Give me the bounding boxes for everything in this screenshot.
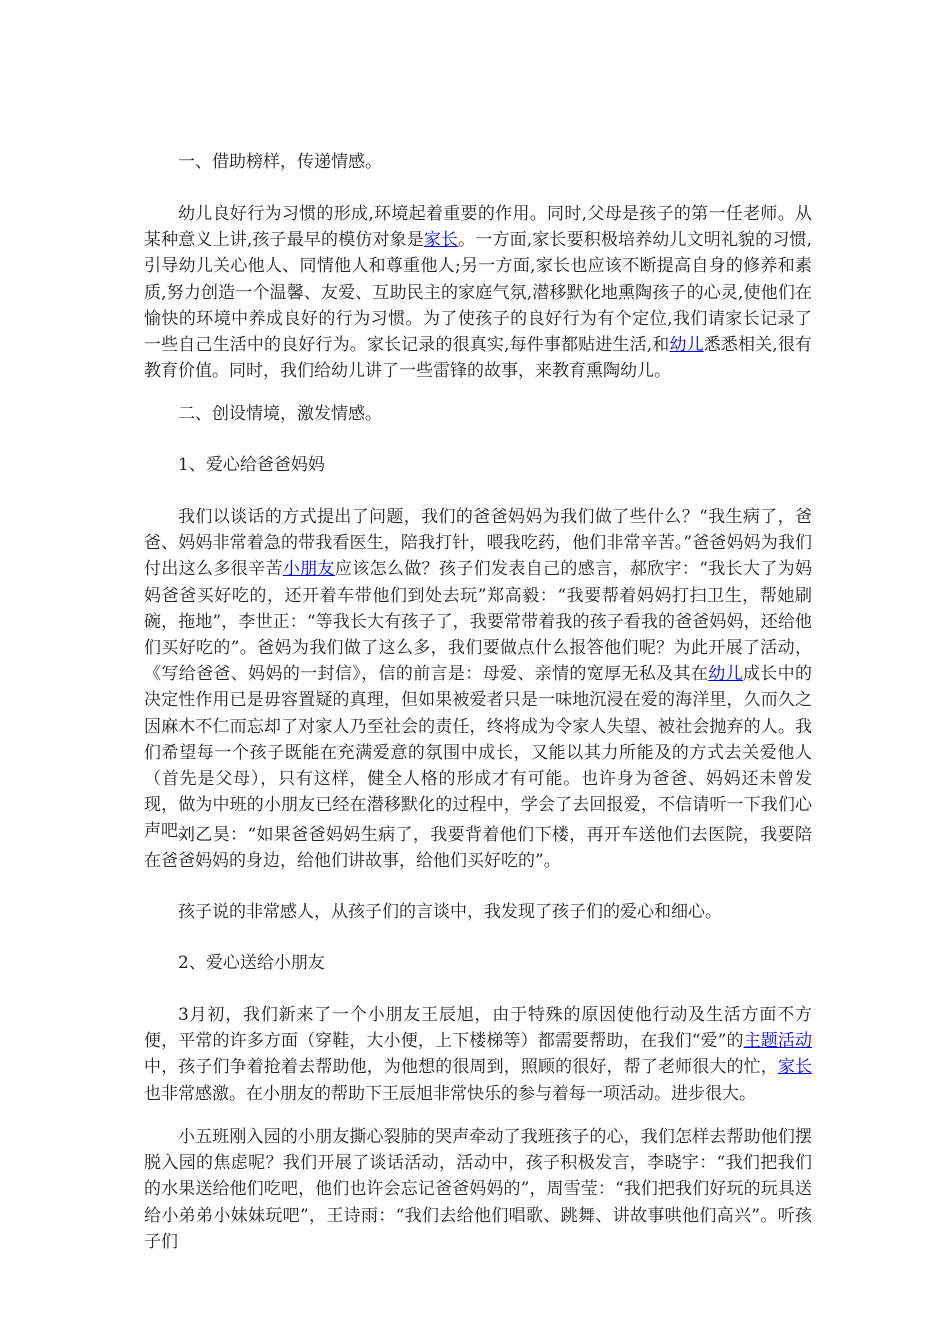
link-kids[interactable]: 小朋友: [282, 559, 335, 580]
paragraph-text: 成长中的决定性作用已是毋容置疑的真理，但如果被爱者只是一味地沉浸在爱的海洋里，久而久之因麻木不仁而忘却了对家人乃至社会的责任，终将成为令家人失望、被社会抛弃的人。我们希望每一个孩子既能在充满爱意的氛围中成长，又能以其力所能及的方式去关爱他人（首先是父母），只有这样，健全人格的形成才有可能。也许身为爸爸、妈妈还未曾发现，做为中班的小朋友已经在潜移默化的过程中，学会了去回报爱，不信请听一下我们心声吧。: [144, 664, 813, 842]
link-children[interactable]: 幼儿: [708, 664, 743, 685]
paragraph-text: 应该怎么做？孩子们发表自己的感言，郝欣宇：“我长大了为妈妈爸爸买好吃的，还开着车带他们到处去玩”郑高毅：“我要帮着妈妈打扫卫生，帮她刷碗，拖地”，李世正：“等我长大有孩子了，我要常带着我的孩子看我的爸爸妈妈，还给他们买好吃的”。爸妈为我们做了这么多，我们要做点什么报答他们呢？为此开展了活动，《写给爸爸、妈妈的一封信》，信的前言是：母爱、亲情的宽厚无私及其在: [144, 559, 813, 685]
subsection-heading-2: 2、爱心送给小朋友: [178, 953, 325, 973]
paragraph-text: 幼儿良好行为习惯的形成,环境起着重要的作用。同时,父母是孩子的第一任老师。从某种意义上讲,孩子最早的模仿对象是: [144, 204, 812, 251]
paragraph-text: 悉悉相关,很有教育价值。同时，我们给幼儿讲了一些雷锋的故事，来教育熏陶幼儿。: [144, 335, 813, 382]
paragraph-reflection: 孩子说的非常感人，从孩子们的言谈中，我发现了孩子们的爱心和细心。: [178, 902, 722, 922]
paragraph-role-model: [144, 201, 812, 384]
link-theme-activity[interactable]: 主题活动: [743, 1031, 812, 1052]
link-children[interactable]: 幼儿: [669, 335, 704, 356]
paragraph-text: 也非常感激。在小朋友的帮助下王辰旭非常快乐的参与着每一项活动。进步很大。: [144, 1083, 756, 1104]
paragraph-text: 中，孩子们争着抢着去帮助他，为他想的很周到，照顾的很好，帮了老师很大的忙，: [144, 1057, 778, 1078]
paragraph-text: 3月初，我们新来了一个小朋友王辰旭，由于特殊的原因使他行动及生活方面不方便，平常的许多方面（穿鞋，大小便，上下楼梯等）都需要帮助，在我们“爱”的: [144, 1005, 812, 1052]
paragraph-new-class: 小五班刚入园的小朋友撕心裂肺的哭声牵动了我班孩子的心，我们怎样去帮助他们摆脱入园的焦虑呢？我们开展了谈话活动，活动中，孩子积极发言，李晓宇：“我们把我们的水果送给他们吃吧，他们也许会忘记爸爸妈妈的”，周雪莹：“我们把我们好玩的玩具送给小弟弟小妹妹玩吧”，王诗雨：“我们去给他们唱歌、跳舞、讲故事哄他们高兴”。听孩子们: [144, 1127, 812, 1252]
link-parents[interactable]: 家长: [423, 230, 459, 251]
paragraph-quote: 刘乙昊：“如果爸爸妈妈生病了，我要背着他们下楼，再开车送他们去医院，我要陪在爸爸妈妈的身边，给他们讲故事，给他们买好吃的”。: [144, 825, 812, 872]
section-heading-2: 二、创设情境，激发情感。: [178, 404, 382, 424]
paragraph-love-friends: [144, 1002, 812, 1107]
paragraph-text: 我们以谈话的方式提出了问题，我们的爸爸妈妈为我们做了些什么？“我生病了，爸爸、妈妈非常着急的带我看医生，陪我打针，喂我吃药，他们非常辛苦。”爸爸妈妈为我们付出这么多很辛苦: [144, 507, 812, 580]
link-parents[interactable]: 家长: [777, 1057, 813, 1078]
paragraph-text: 。一方面,家长要积极培养幼儿文明礼貌的习惯,引导幼儿关心他人、同情他人和尊重他人;另一方面,家长也应该不断提高自身的修养和素质,努力创造一个温馨、友爱、互助民主的家庭气氛,潜移默化地熏陶孩子的心灵,使他们在愉快的环境中养成良好的行为习惯。为了使孩子的良好行为有个定位,我们请家长记录了一些自己生活中的良好行为。家长记录的很真实,每件事都贴进生活,和: [144, 230, 813, 356]
paragraph-love-parents: [144, 504, 812, 845]
subsection-heading-1: 1、爱心给爸爸妈妈: [178, 455, 325, 475]
section-heading-1: 一、借助榜样，传递情感。: [178, 152, 382, 172]
